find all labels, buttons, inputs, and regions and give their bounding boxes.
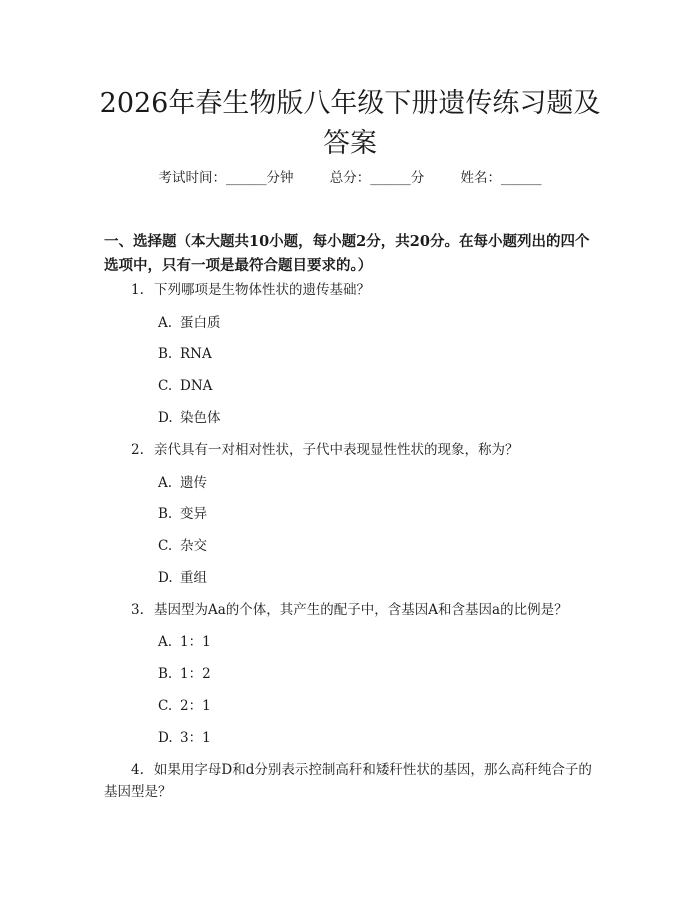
question-4 (104, 759, 600, 803)
exam-time-field: 考试时间：______分钟 (158, 170, 294, 186)
option-letter: A. (158, 475, 173, 491)
option-text: 1：2 (180, 666, 211, 682)
option-2b (158, 504, 207, 524)
option-1d (158, 408, 221, 428)
option-letter: B. (158, 506, 173, 522)
option-letter: C. (158, 378, 173, 394)
question-text: 下列哪项是生物体性状的遗传基础？ (154, 282, 370, 298)
option-letter: B. (158, 666, 173, 682)
question-number: 3. (131, 602, 144, 618)
option-3c (158, 696, 211, 716)
option-1b (158, 344, 212, 364)
option-text: 杂交 (180, 538, 207, 554)
question-text: 亲代具有一对相对性状，子代中表现显性性状的现象，称为？ (154, 442, 519, 458)
option-letter: D. (158, 570, 173, 586)
question-text: 如果用字母D和d分别表示控制高秆和矮秆性状的基因，那么高秆纯合子的基因型是？ (104, 762, 592, 800)
option-text: 2：1 (180, 698, 211, 714)
document-title: 2026年春生物版八年级下册遗传练习题及答案 (99, 88, 601, 159)
option-letter: B. (158, 346, 173, 362)
option-letter: C. (158, 538, 173, 554)
option-1a (158, 313, 221, 333)
question-2 (104, 439, 600, 461)
option-letter: C. (158, 698, 173, 714)
option-text: DNA (180, 378, 213, 394)
exam-info-line (0, 168, 700, 188)
option-text: 染色体 (180, 410, 221, 426)
option-letter: A. (158, 315, 173, 331)
question-number: 1. (131, 282, 144, 298)
option-text: RNA (180, 346, 212, 362)
question-number: 2. (131, 442, 144, 458)
option-text: 1：1 (180, 634, 211, 650)
option-3a (158, 632, 211, 652)
option-text: 变异 (180, 506, 207, 522)
option-2c (158, 536, 207, 556)
question-3 (104, 599, 600, 621)
option-text: 遗传 (180, 475, 207, 491)
section-heading: 一、选择题（本大题共10小题，每小题2分，共20分。在每小题列出的四个选项中，只有一项是最符合题目要求的。） (104, 233, 590, 274)
question-1 (104, 279, 600, 301)
option-2d (158, 568, 207, 588)
option-text: 重组 (180, 570, 207, 586)
option-letter: A. (158, 634, 173, 650)
option-2a (158, 473, 207, 493)
question-text: 基因型为Aa的个体，其产生的配子中，含基因A和含基因a的比例是？ (154, 602, 568, 618)
option-1c (158, 376, 212, 396)
option-letter: D. (158, 730, 173, 746)
student-name-field: 姓名：______ (460, 170, 542, 186)
option-letter: D. (158, 410, 173, 426)
question-number: 4. (131, 762, 144, 778)
option-text: 蛋白质 (180, 315, 221, 331)
total-score-field: 总分：______分 (329, 170, 425, 186)
option-3b (158, 664, 211, 684)
option-3d (158, 728, 211, 748)
option-text: 3：1 (180, 730, 211, 746)
